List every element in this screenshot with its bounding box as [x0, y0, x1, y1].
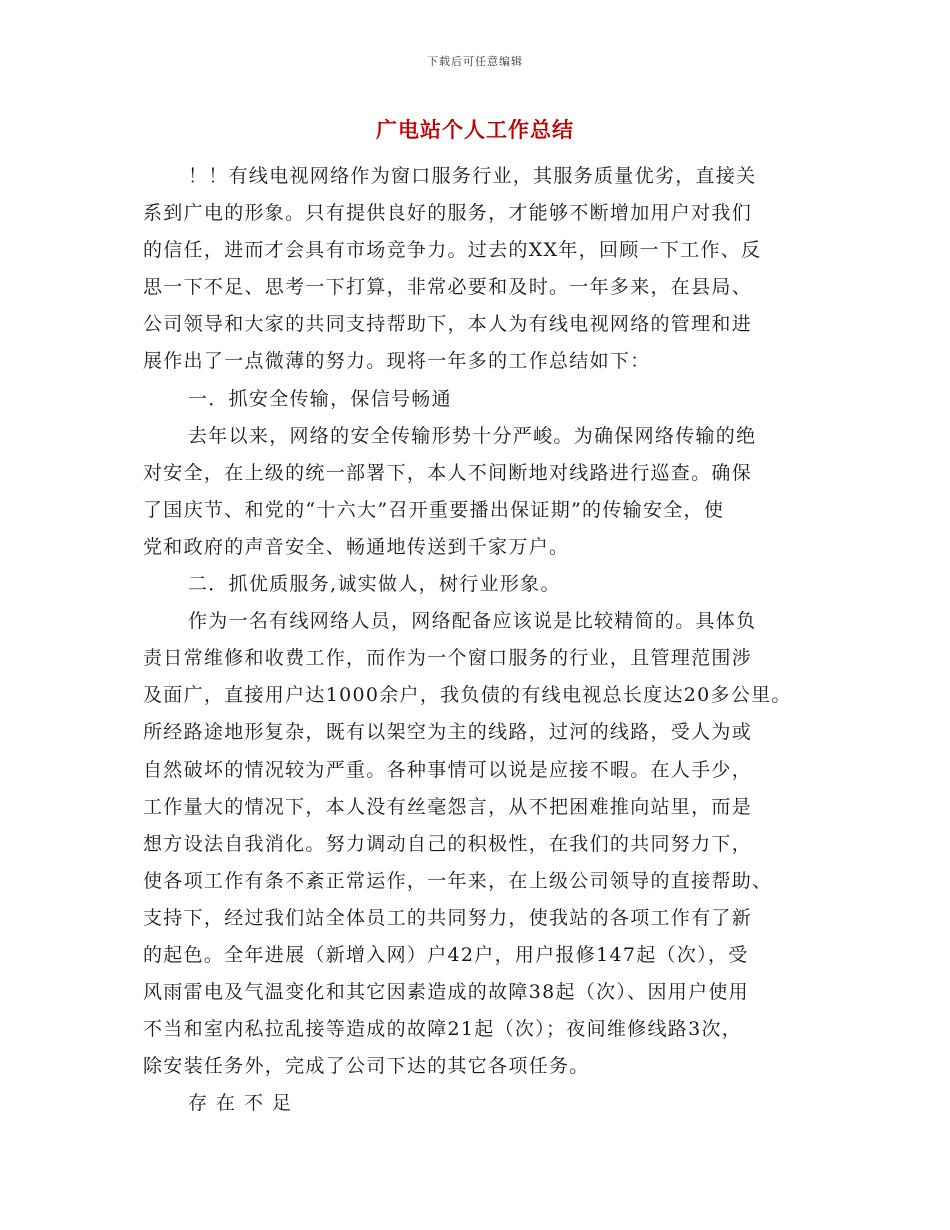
document-title: 广电站个人工作总结 [376, 117, 574, 142]
body-line: 作为一名有线网络人员，网络配备应该说是比较精简的。具体负 [188, 610, 757, 633]
body-line: 的起色。全年进展（新增入网）户42户，用户报修147起（次），受 [143, 943, 749, 966]
body-line: 思一下不足、思考一下打算，非常必要和及时。一年多来，在县局、 [143, 276, 753, 299]
body-line: 想方设法自我消化。努力调动自己的积极性，在我们的共同努力下， [143, 832, 753, 855]
body-line: 二．抓优质服务,诚实做人，树行业形象。 [188, 573, 561, 596]
body-line: 一．抓安全传输，保信号畅通 [188, 387, 452, 410]
body-line: 去年以来，网络的安全传输形势十分严峻。为确保网络传输的绝 [188, 424, 757, 447]
body-line: 责日常维修和收费工作，而作为一个窗口服务的行业，且管理范围涉 [143, 647, 753, 670]
body-line: 展作出了一点微薄的努力。现将一年多的工作总结如下： [143, 350, 651, 373]
body-line: 支持下，经过我们站全体员工的共同努力，使我站的各项工作有了新 [143, 906, 753, 929]
body-line: 对安全，在上级的统一部署下，本人不间断地对线路进行巡查。确保 [143, 461, 753, 484]
body-line: 及面广，直接用户达1000余户，我负债的有线电视总长度达20多公里。 [143, 684, 792, 707]
body-line: 党和政府的声音安全、畅通地传送到千家万户。 [143, 535, 570, 558]
body-line: 了国庆节、和党的“十六大”召开重要播出保证期”的传输安全，使 [143, 498, 725, 521]
header-note: 下载后可任意编辑 [427, 55, 523, 68]
body-line: 所经路途地形复杂，既有以架空为主的线路，过河的线路，受人为或 [143, 721, 753, 744]
body-line: 系到广电的形象。只有提供良好的服务，才能够不断增加用户对我们 [143, 202, 753, 225]
body-line: 存在不足 [188, 1092, 301, 1115]
body-line: 不当和室内私拉乱接等造成的故障21起（次）；夜间维修线路3次， [143, 1018, 743, 1041]
document-body [143, 158, 843, 1122]
body-line: 除安装任务外，完成了公司下达的其它各项任务。 [143, 1055, 590, 1078]
body-line: 风雨雷电及气温变化和其它因素造成的故障38起（次）、因用户使用 [143, 981, 749, 1004]
body-line: 自然破坏的情况较为严重。各种事情可以说是应接不暇。在人手少， [143, 758, 753, 781]
body-line: 的信任，进而才会具有市场竞争力。过去的XX年，回顾一下工作、反 [143, 239, 762, 262]
body-line: ！！有线电视网络作为窗口服务行业，其服务质量优劣，直接关 [188, 165, 757, 187]
body-line: 使各项工作有条不紊正常运作，一年来，在上级公司领导的直接帮助、 [143, 869, 773, 892]
body-line: 公司领导和大家的共同支持帮助下，本人为有线电视网络的管理和进 [143, 313, 753, 336]
body-line: 工作量大的情况下，本人没有丝毫怨言，从不把困难推向站里，而是 [143, 795, 753, 818]
